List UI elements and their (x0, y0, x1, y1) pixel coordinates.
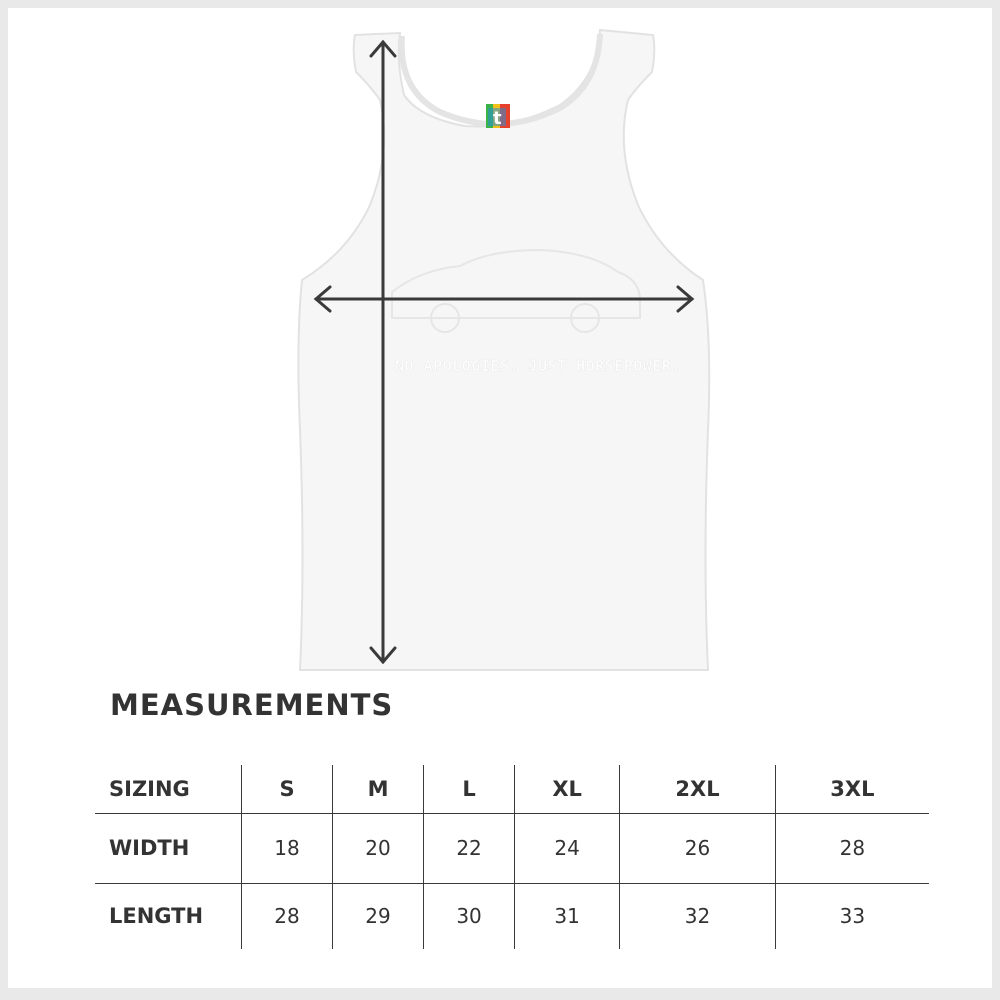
measurements-heading: MEASUREMENTS (110, 688, 394, 722)
column-header-sizing: SIZING (95, 765, 242, 813)
size-chart-table (95, 765, 929, 949)
row-label-width: WIDTH (95, 813, 242, 883)
column-header-xl: XL (515, 765, 620, 813)
brand-tag-icon (486, 104, 510, 129)
table-cell: 33 (775, 883, 929, 949)
table-cell: 26 (620, 813, 775, 883)
table-cell: 30 (424, 883, 515, 949)
column-header-s: S (242, 765, 333, 813)
table-cell: 28 (775, 813, 929, 883)
column-header-m: M (333, 765, 424, 813)
table-cell: 28 (242, 883, 333, 949)
table-cell: 31 (515, 883, 620, 949)
table-row-width (95, 813, 929, 883)
svg-text:t: t (493, 108, 502, 129)
table-cell: 24 (515, 813, 620, 883)
table-cell: 29 (333, 883, 424, 949)
column-header-2xl: 2XL (620, 765, 775, 813)
print-slogan: NO APOLOGIES. JUST HORSEPOWER. (395, 357, 681, 375)
table-row-length (95, 883, 929, 949)
table-cell: 32 (620, 883, 775, 949)
table-header-row (95, 765, 929, 813)
row-label-length: LENGTH (109, 904, 204, 929)
table-cell: 20 (333, 813, 424, 883)
table-cell: 18 (242, 813, 333, 883)
table-cell: 22 (424, 813, 515, 883)
column-header-l: L (424, 765, 515, 813)
column-header-3xl: 3XL (775, 765, 929, 813)
